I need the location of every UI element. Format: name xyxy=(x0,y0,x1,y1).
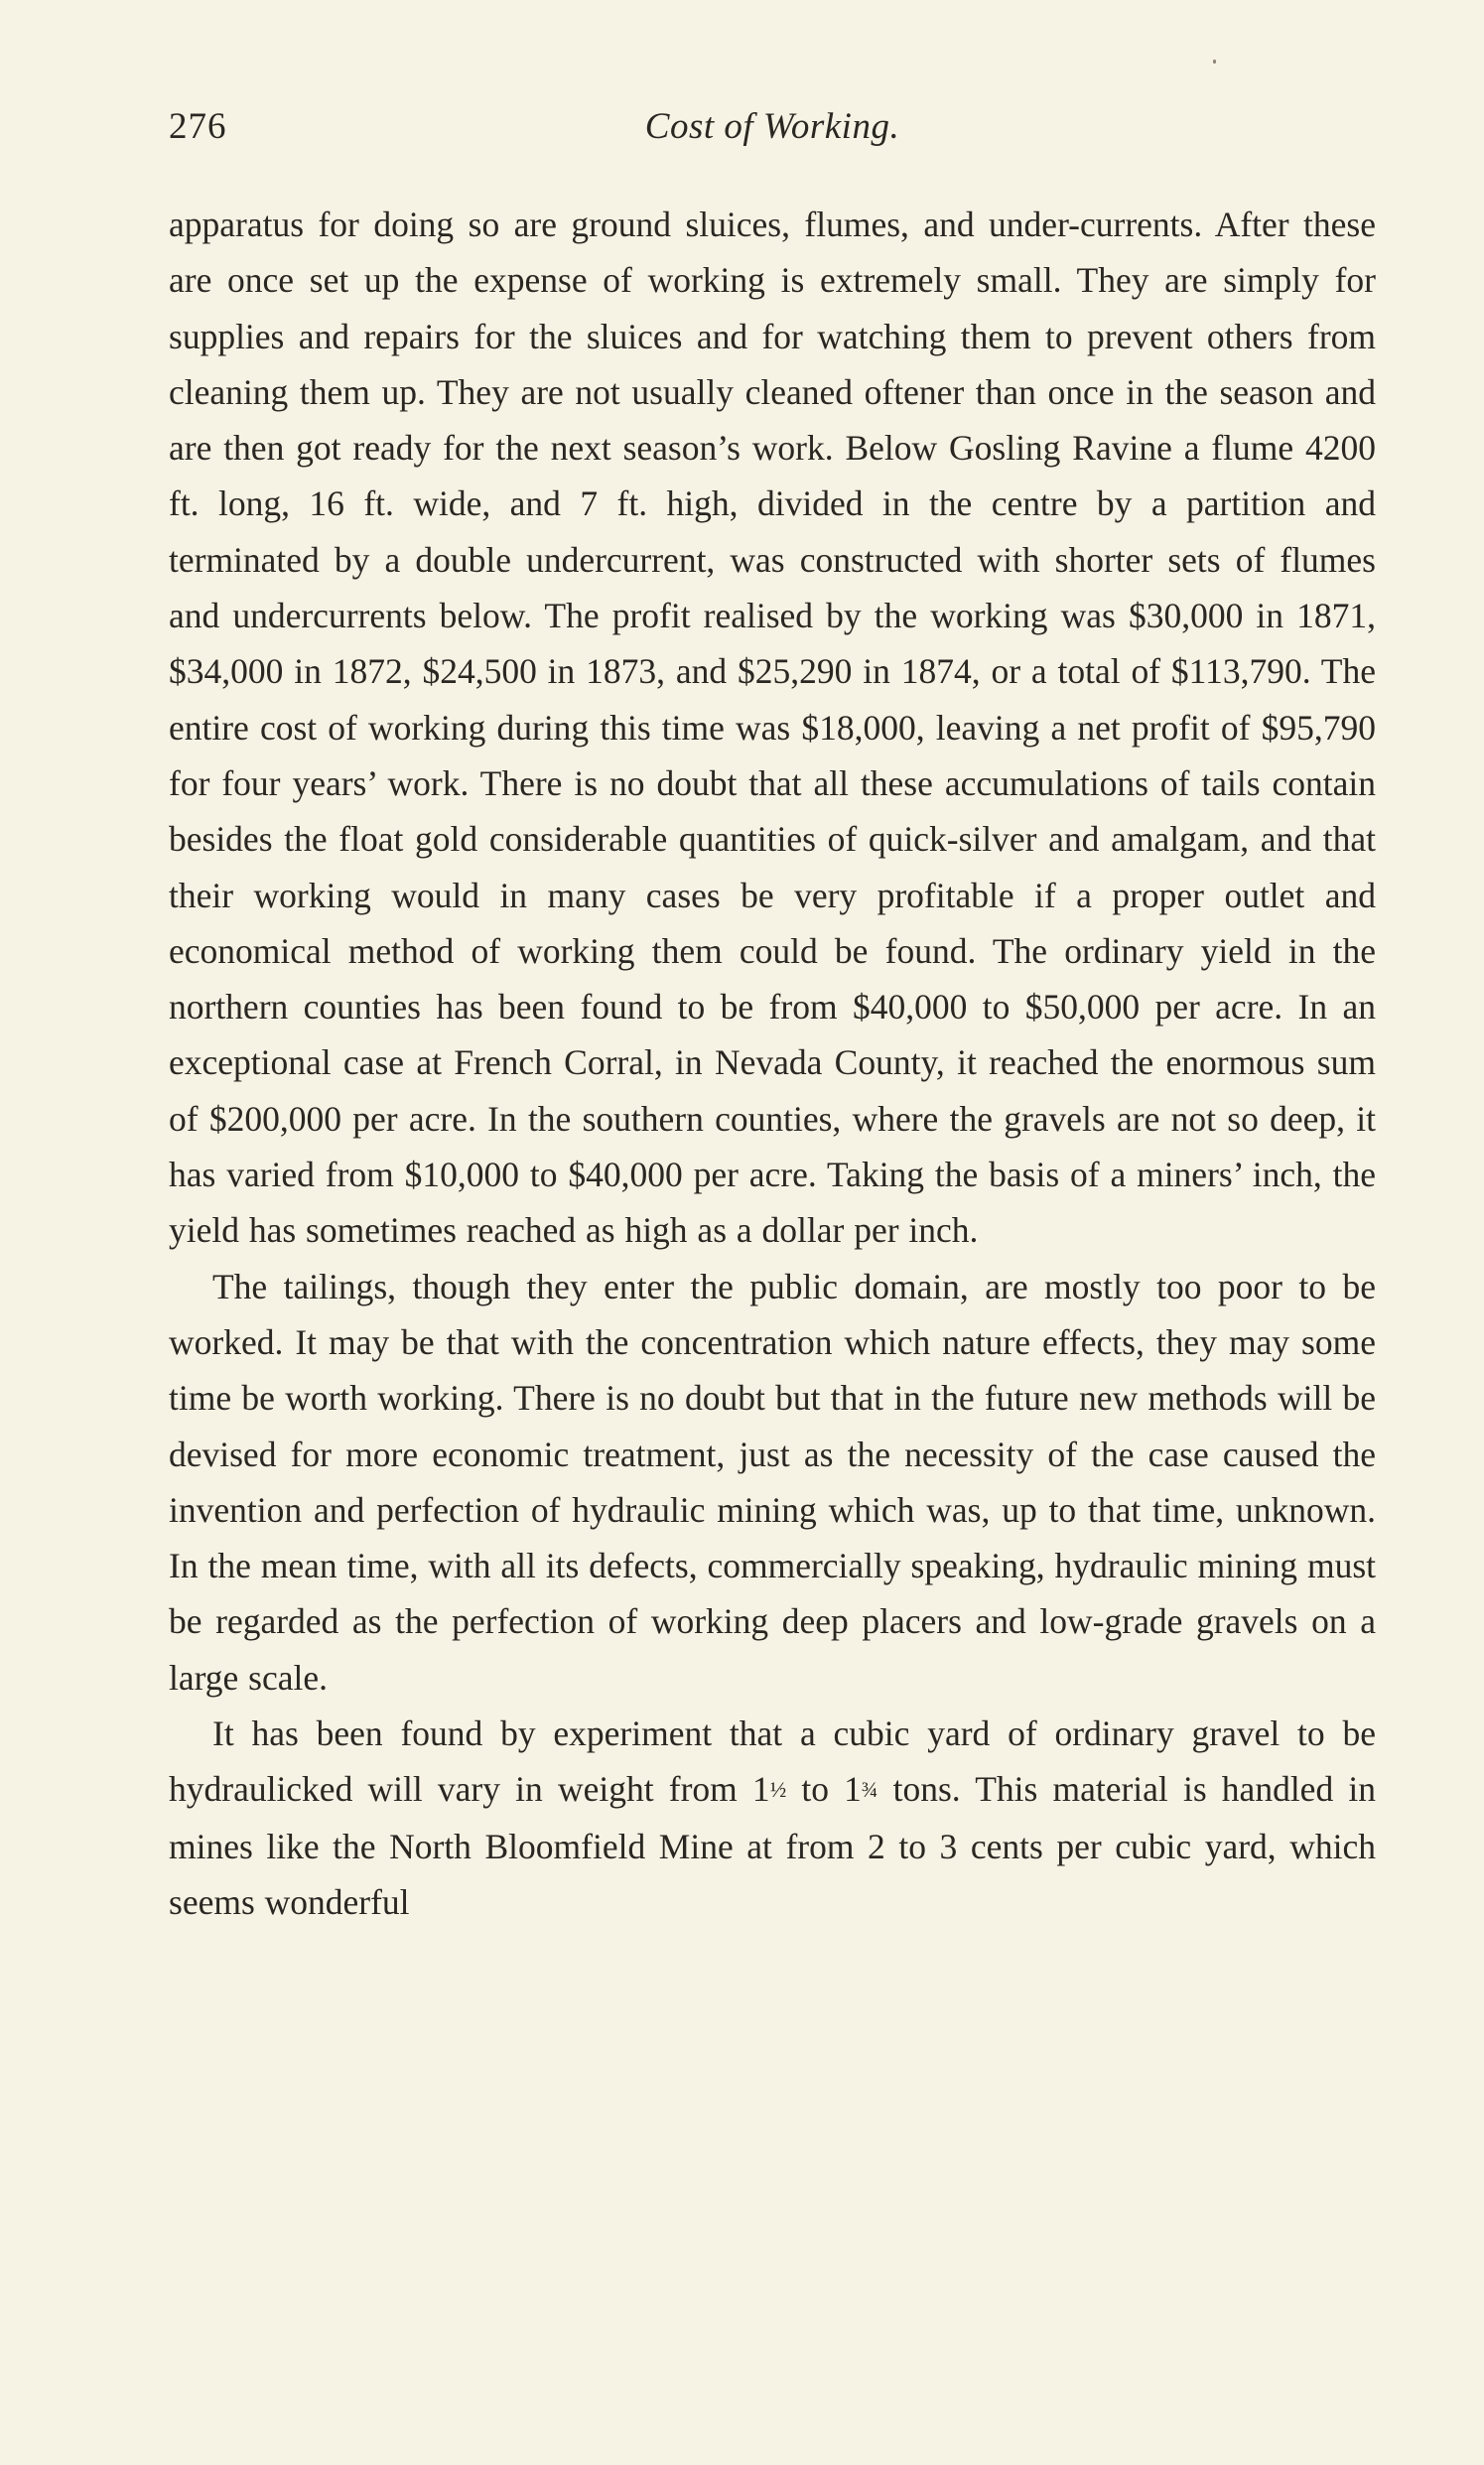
page-number: 276 xyxy=(169,106,227,147)
paragraph-3-text-before: It has been found by experiment that a cubic yard of ordinary gravel to be hydraulicked will vary in weight from 1 xyxy=(169,1713,1376,1810)
running-title: Cost of Working. xyxy=(644,106,900,147)
paper-speck xyxy=(1213,60,1216,64)
paragraph-3-text-after: tons. This material is handled in mines like the North Bloomfield Mine at from 2 to 3 cents per cubic yard, which seems wonderful xyxy=(169,1769,1376,1922)
paragraph-3 xyxy=(169,1706,1376,1930)
fraction-three-quarters: ¾ xyxy=(861,1777,878,1803)
body-text xyxy=(169,197,1376,1930)
paragraph-1: apparatus for doing so are ground sluices, flumes, and under-currents. After these are once set up the expense of working is extremely small. They are simply for supplies and repairs for the sluices and for watching them to prevent others from cleaning them up. They are not usually cleaned oftener than once in the season and are then got ready for the next season’s work. Below Gosling Ravine a flume 4200 ft. long, 16 ft. wide, and 7 ft. high, divided in the centre by a partition and terminated by a double undercurrent, was constructed with shorter sets of flumes and undercurrents below. The profit realised by the working was $30,000 in 1871, $34,000 in 1872, $24,500 in 1873, and $25,290 in 1874, or a total of $113,790. The entire cost of working during this time was $18,000, leaving a net profit of $95,790 for four years’ work. There is no doubt that all these accumulations of tails contain besides the float gold considerable quantities of quick-silver and amalgam, and that their working would in many cases be very profitable if a proper outlet and economical method of working them could be found. The ordinary yield in the northern counties has been found to be from $40,000 to $50,000 per acre. In an exceptional case at French Corral, in Nevada County, it reached the enormous sum of $200,000 per acre. In the southern counties, where the gravels are not so deep, it has varied from $10,000 to $40,000 per acre. Taking the basis of a miners’ inch, the yield has sometimes reached as high as a dollar per inch. xyxy=(169,205,1376,1251)
paragraph-3-text-middle: to 1 xyxy=(786,1769,862,1810)
page-header xyxy=(169,105,1376,165)
fraction-one-half: ½ xyxy=(769,1777,787,1803)
paragraph-2: The tailings, though they enter the public domain, are mostly too poor to be worked. It may be that with the concentration which nature effects, they may some time be worth working. There is no doubt but that in the future new methods will be devised for more economic treatment, just as the necessity of the case caused the invention and perfection of hydraulic mining which was, up to that time, unknown. In the mean time, with all its defects, commercially speaking, hydraulic mining must be regarded as the perfection of working deep placers and low-grade gravels on a large scale. xyxy=(169,1266,1376,1698)
